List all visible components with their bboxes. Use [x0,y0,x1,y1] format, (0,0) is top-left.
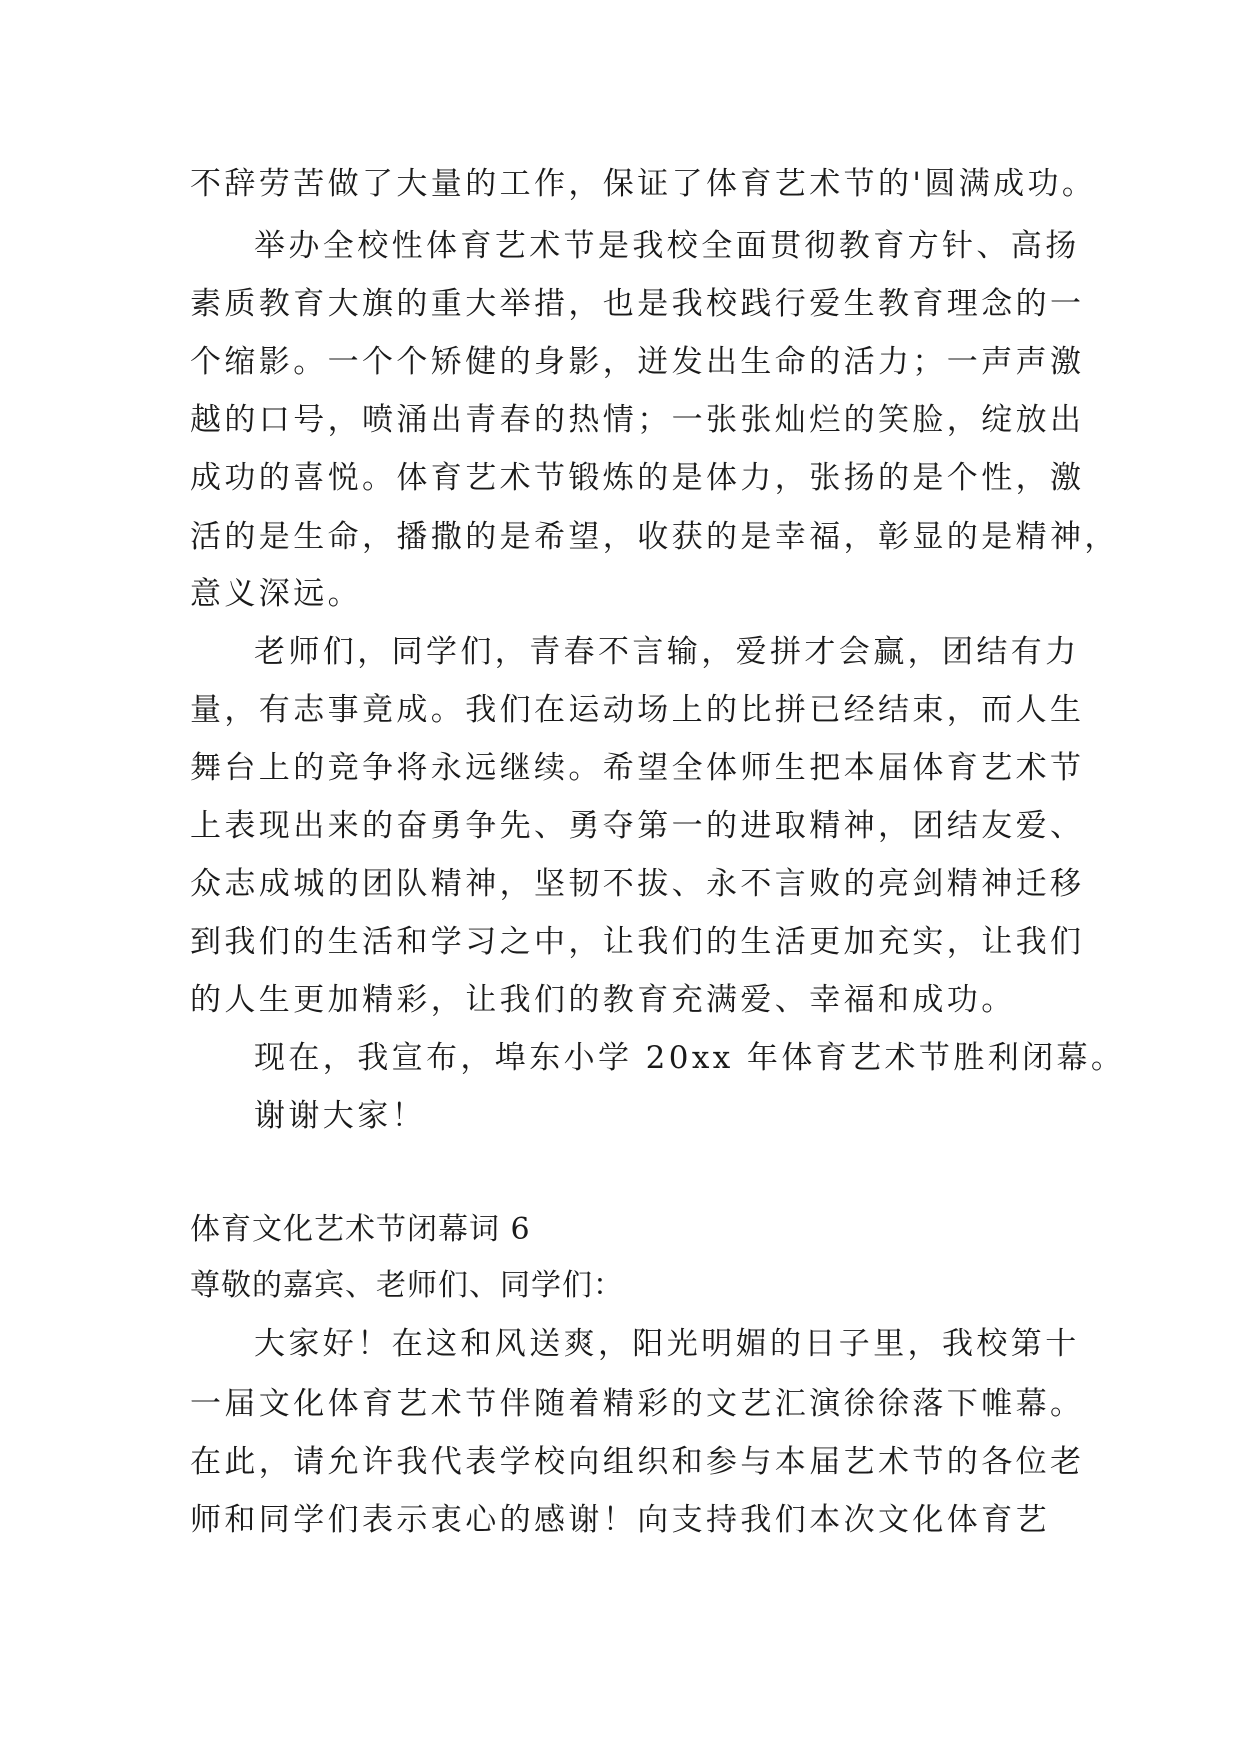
text-line: 老师们，同学们，青春不言输，爱拼才会赢，团结有力 [254,634,1080,670]
text-line: 越的口号，喷涌出青春的热情；一张张灿烂的笑脸，绽放出 [190,402,1085,438]
text-line: 大家好！在这和风送爽，阳光明媚的日子里，我校第十 [254,1326,1080,1362]
text-line: 个缩影。一个个矫健的身影，迸发出生命的活力；一声声激 [190,344,1085,380]
text-line: 一届文化体育艺术节伴随着精彩的文艺汇演徐徐落下帷幕。 [190,1386,1085,1422]
text-line: 不辞劳苦做了大量的工作，保证了体育艺术节的'圆满成功。 [190,166,1097,202]
section-title: 体育文化艺术节闭幕词 6 [190,1212,531,1247]
text-line: 意义深远。 [190,576,362,612]
text-line: 在此，请允许我代表学校向组织和参与本届艺术节的各位老 [190,1444,1085,1480]
salutation: 尊敬的嘉宾、老师们、同学们： [190,1268,624,1303]
text-line: 活的是生命，播撒的是希望，收获的是幸福，彰显的是精神， [190,519,1119,555]
text-line: 量，有志事竟成。我们在运动场上的比拼已经结束，而人生 [190,692,1085,728]
text-line: 的人生更加精彩，让我们的教育充满爱、幸福和成功。 [190,982,1016,1018]
text-line: 素质教育大旗的重大举措，也是我校践行爱生教育理念的一 [190,286,1085,322]
text-line: 举办全校性体育艺术节是我校全面贯彻教育方针、高扬 [254,228,1080,264]
text-line: 舞台上的竞争将永远继续。希望全体师生把本届体育艺术节 [190,750,1085,786]
text-line: 成功的喜悦。体育艺术节锻炼的是体力，张扬的是个性，激 [190,460,1085,496]
text-line: 众志成城的团队精神，坚韧不拔、永不言败的亮剑精神迁移 [190,866,1085,902]
text-line: 上表现出来的奋勇争先、勇夺第一的进取精神，团结友爱、 [190,808,1085,844]
text-line: 谢谢大家！ [254,1098,426,1134]
text-line: 到我们的生活和学习之中，让我们的生活更加充实，让我们 [190,924,1085,960]
text-line: 师和同学们表示衷心的感谢！向支持我们本次文化体育艺 [190,1502,1050,1538]
text-line: 现在，我宣布，埠东小学 20xx 年体育艺术节胜利闭幕。 [254,1040,1126,1076]
